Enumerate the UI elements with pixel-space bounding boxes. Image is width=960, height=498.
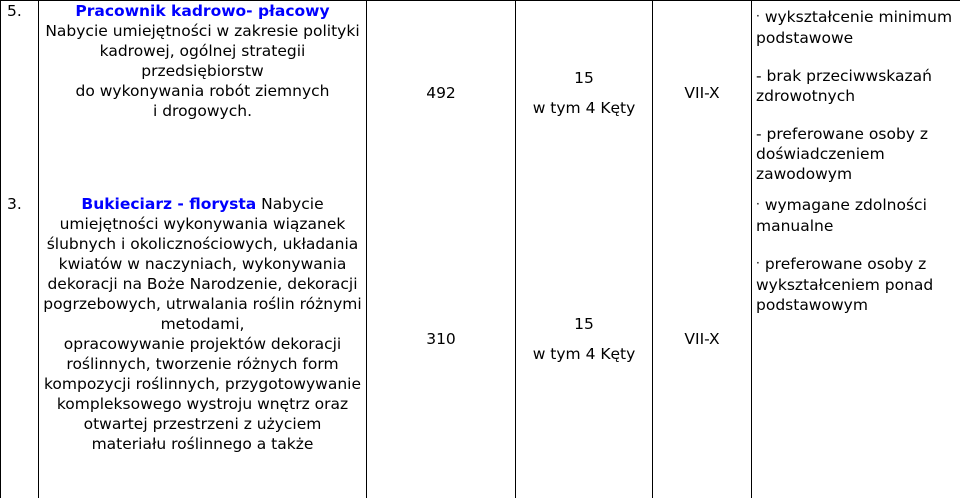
course-description [39, 1, 367, 194]
requirement-item: · wykształcenie minimum podstawowe [756, 8, 953, 47]
bullet-icon: · [756, 196, 760, 211]
requirement-item: · wymagane zdolności manualne [756, 195, 927, 235]
participant-count: 310 [367, 194, 516, 498]
description-line: opracowywanie projektów dekoracji [63, 334, 342, 353]
requirement-item: - brak przeciwwskazań zdrowotnych [756, 67, 932, 105]
description-line: Nabycie umiejętności w zakresie polityki [45, 22, 360, 40]
places-sub: w tym 4 Kęty [532, 99, 636, 118]
description-line: umiejętności wykonywania wiązanek [59, 214, 346, 233]
course-title: Bukieciarz - florysta [81, 194, 257, 213]
requirements [752, 1, 960, 194]
description-line: i drogowych. [152, 102, 253, 120]
description-line: kwiatów w naczyniach, wykonywania [58, 254, 347, 273]
description-line: do wykonywania robót ziemnych [75, 82, 330, 100]
description-line: kompleksowego wystroju wnętrz oraz [56, 394, 349, 413]
description-line: kompozycji roślinnych, przygotowywanie [43, 374, 362, 393]
requirements [752, 194, 960, 498]
description-line: otwartej przestrzeni z użyciem [83, 414, 322, 433]
course-title: Pracownik kadrowo- płacowy [75, 2, 330, 20]
course-description [39, 194, 367, 498]
period: VII-X [653, 194, 752, 498]
description-line: ślubnych i okolicznościowych, układania [46, 234, 359, 253]
description-line: dekoracji na Boże Narodzenie, dekoracji [47, 274, 358, 293]
requirement-item: · preferowane osoby z wykształceniem ponad podstawowym [756, 254, 934, 314]
description-line: materiału roślinnego a także [91, 434, 314, 453]
places-cell [516, 1, 653, 194]
places-main: 15 [574, 69, 594, 88]
description-line: roślinnych, tworzenie różnych form [66, 354, 339, 373]
places-main: 15 [574, 314, 594, 333]
table-row [1, 1, 960, 194]
row-number: 5. [1, 1, 39, 194]
bullet-icon: · [756, 9, 760, 23]
requirement-item: - preferowane osoby z doświadczeniem zawodowym [756, 125, 929, 183]
description-line: kadrowej, ogólnej strategii przedsiębiorstw [99, 42, 306, 80]
row-number: 3. [1, 194, 39, 498]
period: VII-X [653, 1, 752, 194]
bullet-icon: · [756, 255, 760, 270]
places-cell [516, 194, 653, 498]
places-sub: w tym 4 Kęty [532, 344, 636, 363]
description-line: metodami, [160, 314, 245, 333]
title-tail: Nabycie [256, 194, 324, 213]
participant-count: 492 [367, 1, 516, 194]
table-row [1, 194, 960, 498]
description-line: pogrzebowych, utrwalania roślin różnymi [43, 294, 362, 313]
